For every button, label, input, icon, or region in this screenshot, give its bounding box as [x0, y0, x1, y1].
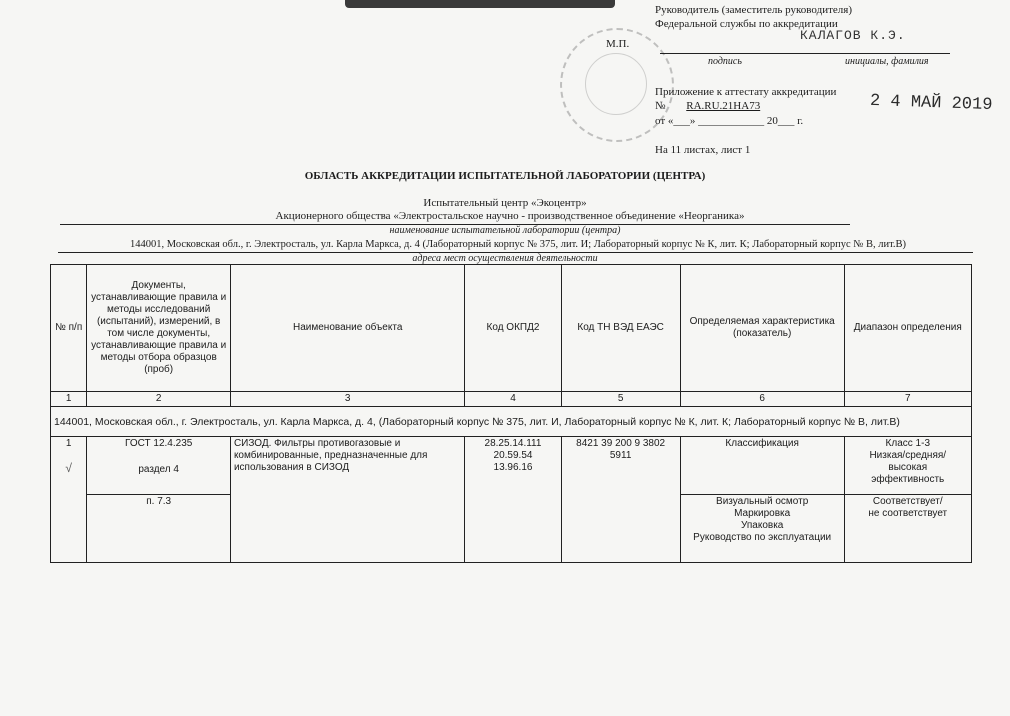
name-caption: наименование испытательной лаборатории (центра) [389, 225, 621, 236]
service-title: Федеральной службы по аккредитации [655, 18, 838, 30]
appendix-line: Приложение к аттестату аккредитации [655, 86, 837, 98]
header-tnved: Код ТН ВЭД ЕАЭС [561, 265, 680, 392]
header-characteristic: Определяемая характеристика (показатель) [680, 265, 844, 392]
reg-prefix: № [655, 100, 666, 112]
row-characteristic: Классификация [680, 437, 844, 495]
section-address-row [51, 407, 972, 437]
head-title: Руководитель (заместитель руководителя) [655, 4, 852, 16]
col-number: 5 [561, 392, 680, 407]
row2-range: Соответствует/ не соответствует [844, 495, 971, 563]
header-range: Диапазон определения [844, 265, 971, 392]
sheets-count: На 11 листах, лист 1 [655, 144, 751, 156]
document-title: ОБЛАСТЬ АККРЕДИТАЦИИ ИСПЫТАТЕЛЬНОЙ ЛАБОРАТОРИИ (ЦЕНТРА) [304, 170, 706, 182]
col-number: 6 [680, 392, 844, 407]
mp-label: М.П. [606, 38, 630, 50]
checkmark-icon: √ [65, 461, 72, 475]
signature-name-stamp: КАЛАГОВ К.Э. [800, 28, 906, 43]
table-row [51, 437, 972, 495]
row-doc-cell [87, 437, 231, 495]
header-documents: Документы, устанавливающие правила и методы исследований (испытаний), измерений, в том числе документы, устанавливающие правила и методы отбора образцов (проб) [87, 265, 231, 392]
col-number: 7 [844, 392, 971, 407]
official-seal-inner [585, 53, 647, 115]
header-okpd: Код ОКПД2 [465, 265, 561, 392]
section-address: 144001, Московская обл., г. Электросталь, ул. Карла Маркса, д. 4, (Лабораторный корпус № 375, лит. И, Лабораторный корпус № К, лит. К; Лабораторный корпус № В, лит.В) [51, 407, 972, 437]
address: 144001, Московская обл., г. Электросталь, ул. Карла Маркса, д. 4 (Лабораторный корпус № 375, лит. И; Лабораторный корпус № К, лит. К; Лабораторный корпус № В, лит.В) [130, 239, 906, 250]
header-num: № п/п [51, 265, 87, 392]
date-from: от «___» ____________ 20___ г. [655, 115, 804, 127]
reg-number: RA.RU.21НА73 [686, 100, 761, 112]
signature-line [660, 53, 950, 54]
address-caption: адреса мест осуществления деятельности [412, 253, 598, 264]
header-object: Наименование объекта [230, 265, 465, 392]
scan-artifact-bar [345, 0, 615, 8]
center-name: Испытательный центр «Экоцентр» [423, 197, 587, 209]
row-range: Класс 1-3 Низкая/средняя/ высокая эффективность [844, 437, 971, 495]
date-stamp: 2 4 МАЙ 2019 [869, 91, 993, 116]
row2-characteristic: Визуальный осмотр Маркировка Упаковка Руководство по эксплуатации [680, 495, 844, 563]
col-number: 1 [51, 392, 87, 407]
row2-doc: п. 7.3 [87, 495, 231, 563]
signature-caption: подпись [708, 56, 742, 67]
row-num-cell [51, 437, 87, 563]
row-doc-section: раздел 4 [138, 464, 179, 475]
row-doc: ГОСТ 12.4.235 [124, 438, 193, 449]
col-number: 4 [465, 392, 561, 407]
row-tnved: 8421 39 200 9 3802 5911 [561, 437, 680, 563]
table-header-row [51, 265, 972, 392]
col-number: 3 [230, 392, 465, 407]
col-number: 2 [87, 392, 231, 407]
column-number-row [51, 392, 972, 407]
accreditation-table [50, 264, 972, 563]
initials-caption: инициалы, фамилия [845, 56, 929, 67]
row-object: СИЗОД. Фильтры противогазовые и комбинированные, предназначенные для использования в СИЗОД [230, 437, 465, 563]
row-number: 1 [65, 438, 72, 449]
org-name: Акционерного общества «Электростальское научно - производственное объединение «Неорганика» [275, 210, 745, 222]
row-okpd: 28.25.14.111 20.59.54 13.96.16 [465, 437, 561, 563]
